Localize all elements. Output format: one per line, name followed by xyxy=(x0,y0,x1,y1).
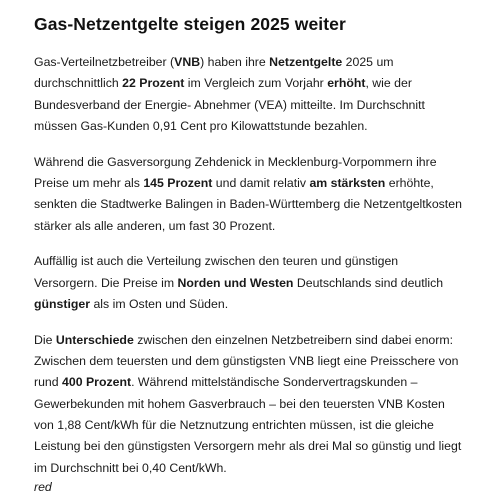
bold-text-run: Norden und Westen xyxy=(177,275,294,290)
text-run: 2025 um durchschnittlich xyxy=(34,55,394,91)
bold-text-run: VNB xyxy=(174,55,201,69)
text-run: erhöhte, senkten die Stadtwerke Balingen in Baden-Württemberg die Netzentgeltkosten stärker als alle anderen, um fast 30 Prozent. xyxy=(34,175,462,233)
text-run: und damit relativ xyxy=(212,175,310,190)
author-credit: red xyxy=(34,480,52,495)
text-run: . Während mittelständische Sondervertragskunden – Gewerbekunden mit hohem Gasverbrauch – bei den teuersten VNB Kosten von 1,88 Cent/kWh für die Netznutzung entrichten müssen, ist die gleiche Leistung bei den günstigsten Versorgern mehr als drei Mal so günstig und liegt im Durchschnitt bei 0,40 Cent/kWh. xyxy=(34,375,462,475)
article-paragraph xyxy=(34,152,464,237)
bold-text-run: 145 Prozent xyxy=(143,175,213,190)
text-run: ) haben ihre xyxy=(200,55,270,69)
bold-text-run: 400 Prozent xyxy=(62,375,132,390)
text-run: als im Osten und Süden. xyxy=(90,296,229,311)
text-run: Auffällig ist auch die Verteilung zwischen den teuren und günstigen Versorgern. Die Preise im xyxy=(34,254,399,290)
text-run: Deutschlands sind deutlich xyxy=(293,275,444,290)
text-run: Gas-Verteilnetzbetreiber ( xyxy=(34,55,175,69)
bold-text-run: erhöht xyxy=(327,76,366,91)
text-run: im Vergleich zum Vorjahr xyxy=(184,76,328,91)
bold-text-run: am stärksten xyxy=(309,175,386,190)
text-run: Die xyxy=(34,332,56,347)
text-run: Während die Gasversorgung Zehdenick in Mecklenburg-Vorpommern ihre Preise um mehr als xyxy=(34,154,437,190)
article-paragraph xyxy=(34,251,464,315)
bold-text-run: 22 Prozent xyxy=(122,76,185,91)
text-run: zwischen den einzelnen Netzbetreibern sind dabei enorm: Zwischen dem teuersten und dem günstigsten VNB liegt eine Preisschere von rund xyxy=(34,332,459,390)
bold-text-run: Unterschiede xyxy=(55,332,134,347)
bold-text-run: Netzentgelte xyxy=(269,55,343,69)
text-run: , wie der Bundesverband der Energie- Abnehmer (VEA) mitteilte. Im Durchschnitt müssen Gas-Kunden 0,91 Cent pro Kilowattstunde bezahlen. xyxy=(34,76,425,133)
article-headline: Gas-Netzentgelte steigen 2025 weiter xyxy=(34,14,346,34)
article xyxy=(34,13,464,495)
article-paragraph xyxy=(34,52,464,137)
bold-text-run: günstiger xyxy=(34,296,91,311)
article-paragraph xyxy=(34,330,464,479)
